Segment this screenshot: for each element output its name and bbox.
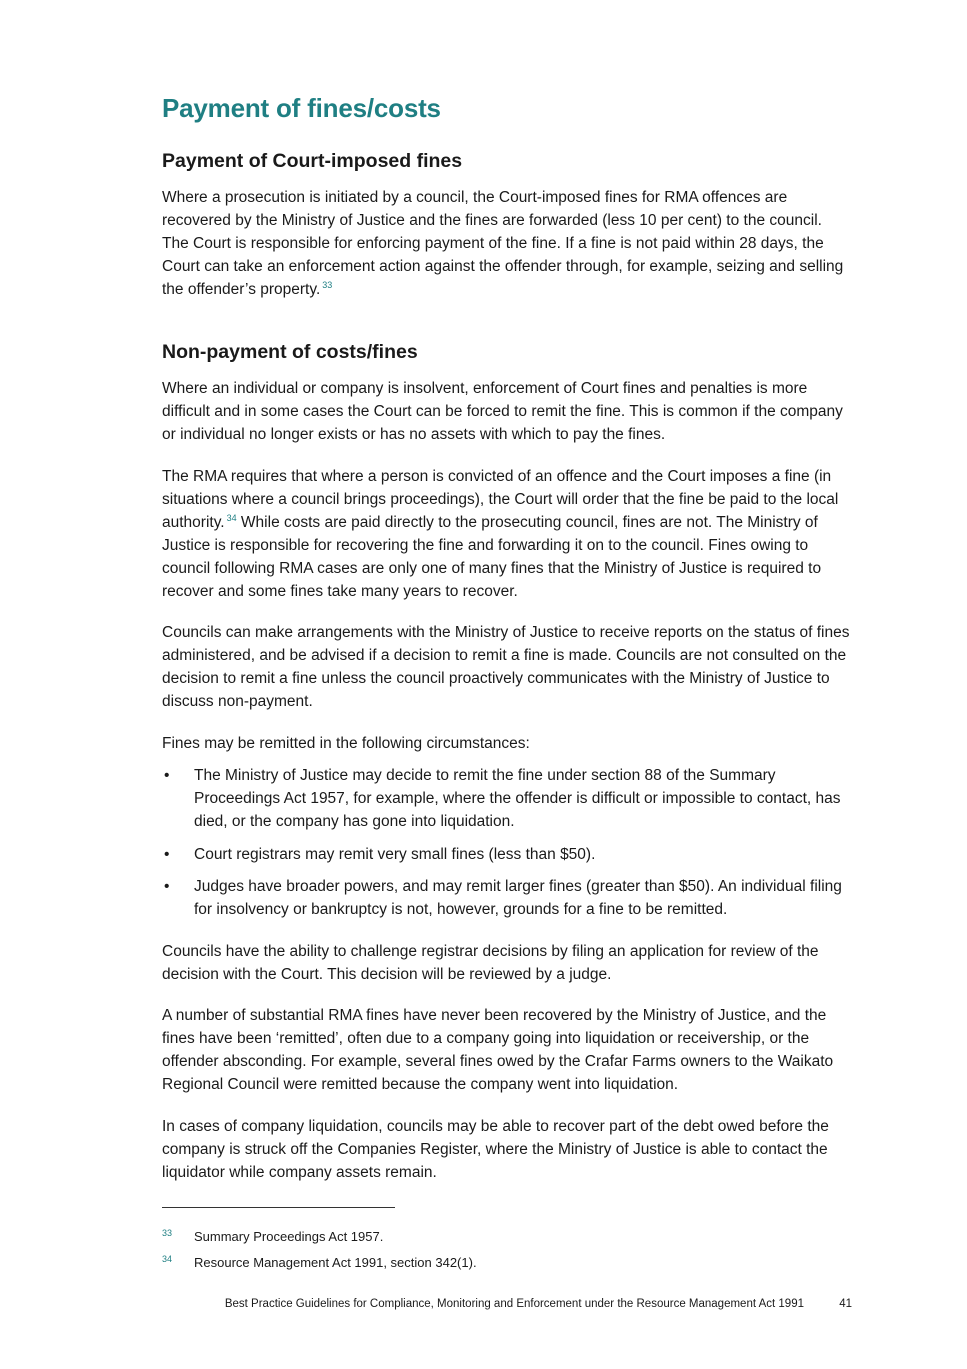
footnote-text: Summary Proceedings Act 1957.	[194, 1229, 384, 1244]
footnote-text: Resource Management Act 1991, section 342(1).	[194, 1255, 477, 1270]
section-title-payment: Payment of Court-imposed fines	[162, 150, 463, 172]
bullet-list	[162, 764, 852, 921]
bullet-icon: •	[164, 767, 170, 784]
bullet-icon: •	[164, 846, 170, 863]
list-item: • The Ministry of Justice may decide to remit the fine under section 88 of the Summary Proceedings Act 1957, for example, where the offender is difficult or impossible to contact, has died, or the company has gone into liquidation.	[162, 764, 852, 843]
footnote-ref[interactable]: 34	[226, 513, 237, 523]
paragraph: Where a prosecution is initiated by a council, the Court-imposed fines for RMA offences are recovered by the Ministry of Justice and the fines are forwarded (less 10 per cent) to the council. The Court is responsible for enforcing payment of the fine. If a fine is not paid within 28 days, the Court can take an enforcement action against the offender through, for example, seizing and selling the offender’s property. $^{33}$	[162, 189, 844, 298]
footnote-number: 33	[162, 1228, 173, 1238]
paragraph: Fines may be remitted in the following circumstances:	[162, 735, 530, 752]
paragraph: Where an individual or company is insolvent, enforcement of Court fines and penalties is more difficult and in some cases the Court can be forced to remit the fine. This is common if the company or individual no longer exists or has no assets with which to pay the fines.	[162, 380, 843, 443]
section-title-non-payment: Non-payment of costs/fines	[162, 341, 418, 363]
list-item: • Judges have broader powers, and may remit larger fines (greater than $50). An individual filing for insolvency or bankruptcy is not, however, grounds for a fine to be remitted.	[162, 875, 852, 921]
footnote-divider	[162, 1207, 395, 1208]
page-number: 41	[839, 1298, 852, 1310]
footnote-number: 34	[162, 1254, 173, 1264]
paragraph: Councils have the ability to challenge registrar decisions by filing an application for review of the decision with the Court. This decision will be reviewed by a judge.	[162, 943, 819, 983]
page-heading: Payment of fines/costs	[162, 93, 441, 123]
footnote-ref[interactable]: 33	[322, 280, 333, 290]
paragraph: Councils can make arrangements with the Ministry of Justice to receive reports on the status of fines administered, and be advised if a decision to remit a fine is made. Councils are not consulted on the decision to remit a fine unless the council proactively communicates with the Ministry of Justice to discuss non-payment.	[162, 624, 850, 710]
paragraph: A number of substantial RMA fines have never been recovered by the Ministry of Justice, and the fines have been ‘remitted’, often due to a company going into liquidation or receivership, or the offender absconding. For example, several fines owed by the Crafar Farms owners to the Waikato Regional Council were remitted because the company went into liquidation.	[162, 1007, 834, 1093]
paragraph: In cases of company liquidation, councils may be able to recover part of the debt owed before the company is struck off the Companies Register, where the Ministry of Justice is able to contact the liquidator while company assets remain.	[162, 1118, 829, 1181]
paragraph: The RMA requires that where a person is convicted of an offence and the Court imposes a fine (in situations where a council brings proceedings), the Court will order that the fine be paid to the local authority. $^{34}$ While costs are paid directly to the prosecuting council, fines are not. The Ministry of Justice is responsible for recovering the fine and forwarding it on to the council. Fines owing to council following RMA cases are only one of many fines that the Ministry of Justice is required to recover and some fines take many years to recover.	[162, 468, 839, 600]
list-item: • Court registrars may remit very small fines (less than $50).	[162, 843, 852, 875]
footer-title: Best Practice Guidelines for Compliance, Monitoring and Enforcement under the Resource Management Act 1991	[224, 1298, 804, 1310]
bullet-icon: •	[164, 878, 170, 895]
